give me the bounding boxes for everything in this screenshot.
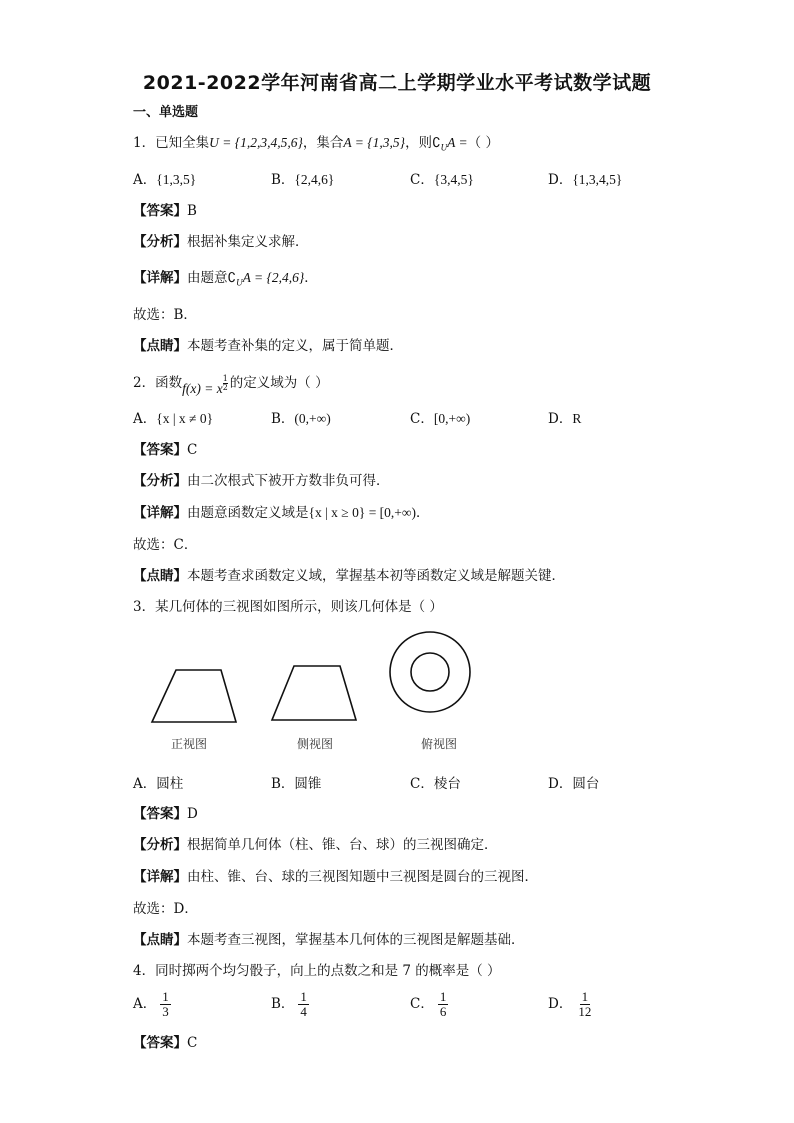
option-text: 圆锥 — [294, 776, 322, 792]
q1-answer — [133, 201, 197, 221]
q1-detail — [133, 268, 318, 293]
option-letter: B． — [271, 776, 295, 792]
option-text: {1,3,5} — [156, 172, 197, 187]
analysis-tag: 【分析】 — [133, 234, 187, 250]
option-letter: B． — [271, 996, 295, 1012]
top-view-outer-circle — [390, 632, 470, 712]
option-letter: C． — [410, 776, 434, 792]
q3-analysis — [133, 835, 498, 855]
q1-option-a — [133, 170, 196, 190]
question-1-stem — [133, 133, 499, 158]
complement-symbol: ∁ — [227, 270, 237, 285]
answer-tag: 【答案】 — [133, 806, 187, 822]
q2-exponent — [223, 375, 228, 392]
q3-option-d — [548, 774, 599, 794]
question-4-stem: 4．同时掷两个均匀骰子，向上的点数之和是 7 的概率是（ ） — [133, 963, 501, 979]
option-text: R — [572, 411, 582, 426]
q2-comment — [133, 566, 565, 586]
detail-tag: 【详解】 — [133, 270, 187, 286]
comment-text: 本题考查三视图，掌握基本几何体的三视图是解题基础． — [187, 932, 525, 948]
option-text: {1,3,4,5} — [572, 172, 623, 187]
answer-value: D — [187, 806, 198, 822]
page-title: 2021-2022学年河南省高二上学期学业水平考试数学试题 — [142, 72, 652, 94]
q2-option-b — [271, 409, 331, 429]
detail-text: 由题意 — [187, 270, 228, 286]
q4-option-a — [133, 990, 171, 1019]
q2-stem-text: 的定义域为（ ） — [229, 375, 329, 391]
option-fraction — [160, 990, 171, 1019]
comment-text: 本题考查补集的定义，属于简单题． — [187, 338, 403, 354]
option-letter: C． — [410, 996, 434, 1012]
option-letter: B． — [271, 172, 295, 188]
complement-subscript: U — [440, 142, 448, 153]
fraction-denominator: 6 — [439, 1004, 447, 1019]
front-view-trapezoid — [152, 670, 236, 722]
q1-set-a-label: A = — [447, 135, 468, 150]
q2-option-a — [133, 409, 213, 429]
side-view-trapezoid — [272, 666, 356, 720]
q3-option-c — [410, 774, 461, 794]
option-fraction — [438, 990, 449, 1019]
detail-text: ． — [304, 270, 318, 286]
analysis-tag: 【分析】 — [133, 473, 187, 489]
q3-detail — [133, 867, 538, 887]
option-letter: A． — [133, 172, 157, 188]
option-text: (0,+∞) — [294, 411, 331, 426]
q2-answer — [133, 440, 197, 460]
q4-option-d — [548, 990, 593, 1019]
fraction-numerator: 1 — [581, 989, 589, 1004]
fraction-denominator: 12 — [578, 1004, 592, 1019]
exponent-numerator: 1 — [222, 374, 228, 383]
option-letter: A． — [133, 411, 157, 427]
fraction-numerator: 1 — [300, 989, 307, 1004]
detail-math: A = {2,4,6} — [242, 270, 305, 285]
detail-text: 由题意函数定义域是 — [187, 505, 309, 521]
option-letter: A． — [133, 776, 157, 792]
comment-text: 本题考查求函数定义域，掌握基本初等函数定义域是解题关键． — [187, 568, 565, 584]
top-view-inner-circle — [411, 653, 449, 691]
fraction-numerator: 1 — [439, 989, 447, 1004]
option-letter: D． — [548, 411, 573, 427]
answer-value: B — [187, 203, 197, 219]
question-2-stem — [133, 373, 329, 398]
answer-value: C — [187, 442, 198, 458]
q3-choose: 故选：D． — [133, 901, 198, 917]
option-text: 圆台 — [572, 776, 600, 792]
option-text: 棱台 — [433, 776, 461, 792]
q2-stem-text: 2．函数 — [133, 375, 183, 391]
q1-stem-text: ，集合 — [302, 135, 344, 151]
q1-answer-blank: （ ） — [467, 135, 499, 151]
fraction-denominator: 3 — [162, 1004, 169, 1019]
analysis-text: 根据补集定义求解． — [187, 234, 309, 250]
option-letter: D． — [548, 776, 573, 792]
exponent-denominator: 2 — [222, 383, 228, 392]
comment-tag: 【点睛】 — [133, 568, 187, 584]
option-letter: C． — [410, 172, 434, 188]
comment-tag: 【点睛】 — [133, 932, 187, 948]
analysis-text: 由二次根式下被开方数非负可得． — [187, 473, 390, 489]
option-letter: A． — [133, 996, 157, 1012]
q1-option-d — [548, 170, 622, 190]
option-letter: D． — [548, 996, 573, 1012]
q3-comment — [133, 930, 525, 950]
analysis-tag: 【分析】 — [133, 837, 187, 853]
answer-value: C — [187, 1035, 198, 1051]
q1-comment — [133, 336, 403, 356]
q1-set-a: A = {1,3,5} — [343, 135, 406, 150]
q4-option-b — [271, 990, 309, 1019]
q2-option-c — [410, 409, 470, 429]
q3-answer — [133, 804, 198, 824]
q3-option-b — [271, 774, 321, 794]
q1-universal-set: U = {1,2,3,4,5,6} — [209, 135, 303, 150]
q1-option-b — [271, 170, 334, 190]
complement-subscript: U — [236, 277, 243, 288]
q1-stem-text: ，则 — [405, 135, 433, 151]
q1-choose: 故选：B． — [133, 307, 197, 323]
option-letter: C． — [410, 411, 434, 427]
side-view-caption: 侧视图 — [297, 737, 334, 751]
answer-tag: 【答案】 — [133, 442, 187, 458]
front-view-caption: 正视图 — [171, 737, 208, 751]
complement-symbol: ∁ — [432, 135, 441, 150]
option-letter: B． — [271, 411, 295, 427]
q3-option-a — [133, 774, 183, 794]
option-text: 圆柱 — [156, 776, 184, 792]
fraction-denominator: 4 — [300, 1004, 307, 1019]
option-text: {x | x ≠ 0} — [156, 411, 214, 426]
q2-function: f(x) = x — [182, 381, 223, 396]
option-fraction — [298, 990, 309, 1019]
q2-choose: 故选：C． — [133, 537, 198, 553]
section-heading: 一、单选题 — [133, 105, 199, 120]
q1-option-c — [410, 170, 474, 190]
answer-tag: 【答案】 — [133, 203, 187, 219]
q2-detail — [133, 503, 430, 523]
option-text: [0,+∞) — [433, 411, 471, 426]
detail-tag: 【详解】 — [133, 505, 187, 521]
option-letter: D． — [548, 172, 573, 188]
analysis-text: 根据简单几何体（柱、锥、台、球）的三视图确定． — [187, 837, 498, 853]
detail-text: ． — [416, 505, 430, 521]
option-text: {2,4,6} — [294, 172, 335, 187]
q1-stem-text: 1．已知全集 — [133, 135, 210, 151]
q4-answer — [133, 1033, 197, 1053]
fraction-numerator: 1 — [162, 989, 169, 1004]
q2-option-d — [548, 409, 581, 429]
option-fraction — [576, 990, 593, 1019]
top-view-caption: 俯视图 — [421, 737, 458, 751]
option-text: {3,4,5} — [433, 172, 474, 187]
q2-analysis — [133, 471, 390, 491]
detail-text: 由柱、锥、台、球的三视图知题中三视图是圆台的三视图． — [187, 869, 538, 885]
question-3-stem: 3．某几何体的三视图如图所示，则该几何体是（ ） — [133, 599, 443, 615]
q4-option-c — [410, 990, 448, 1019]
detail-math: {x | x ≥ 0} = [0,+∞) — [308, 505, 417, 520]
answer-tag: 【答案】 — [133, 1035, 187, 1051]
comment-tag: 【点睛】 — [133, 338, 187, 354]
q1-analysis — [133, 232, 309, 252]
detail-tag: 【详解】 — [133, 869, 187, 885]
